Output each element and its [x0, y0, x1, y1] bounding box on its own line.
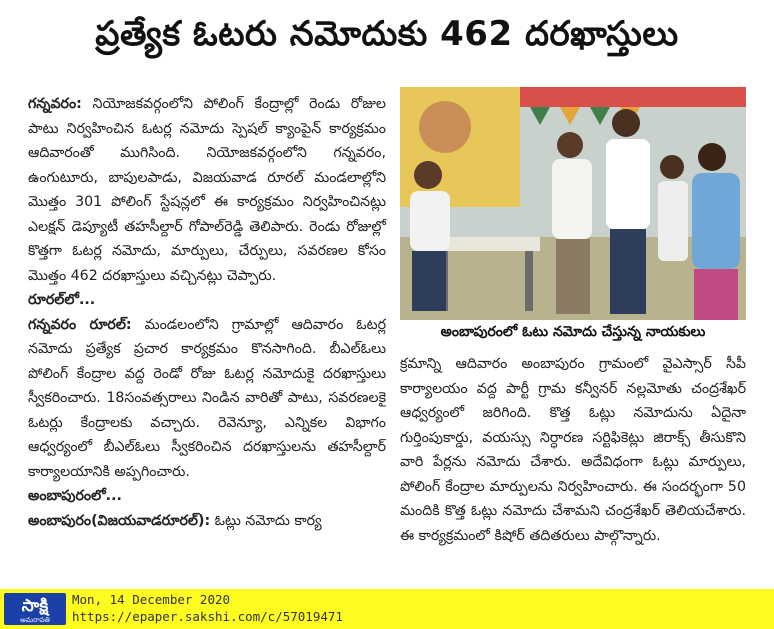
paragraph-text: ఓట్లు నమోదు కార్య — [210, 512, 322, 529]
paragraph-rural — [28, 313, 386, 485]
paragraph-ambapuram-continued: క్రమాన్ని ఆదివారం అంబాపురం గ్రామంలో వైఎస్సార్ సీపీ కార్యాలయం వద్ద పార్టీ గ్రామ కన్వీనర్ నల్లమోతు చంద్రశేఖర్ ఆధ్వర్యంలో జరిగింది. కొత్త ఓట్లు నమోదును ఏదైనా గుర్తింపుకార్డు, వయస్సు నిర్ధారణ సర్టిఫికెట్లు జిరాక్స్ తీసుకొని వారి పేర్లను నమోదు చేశారు. అదేవిధంగా ఓట్లు మార్పులు, పోలింగ్ కేంద్రాల మార్పులను నిర్వహించారు. ఈ సందర్భంగా 50 మందికి కొత్త ఓట్లు నమోదు చేశామని చంద్రశేఖర్ తెలియచేశారు. ఈ కార్యక్రమంలో కిషోర్ తదితరులు పాల్గొన్నారు. — [400, 356, 746, 544]
logo-subtext: అమరావతి — [20, 616, 50, 624]
article-column-left — [28, 92, 386, 533]
photo-illustration — [400, 87, 746, 320]
headline: ప్రత్యేక ఓటరు నమోదుకు 462 దరఖాస్తులు — [95, 14, 679, 54]
subheading-ambapuram: అంబాపురంలో... — [28, 488, 122, 504]
sakshi-logo — [4, 593, 66, 625]
source-url[interactable]: https://epaper.sakshi.com/c/57019471 — [72, 609, 343, 624]
paragraph-ambapuram — [28, 509, 386, 534]
footer-meta — [72, 591, 343, 625]
publication-date: Mon, 14 December 2020 — [72, 592, 231, 607]
article-column-right — [400, 352, 746, 548]
dateline-gannavaram: గన్నవరం: — [28, 96, 82, 112]
photo-caption: అంబాపురంలో ఓటు నమోదు చేస్తున్న నాయకులు — [440, 324, 706, 340]
subheading-rural: రూరల్‌లో... — [28, 292, 96, 308]
dateline-rural: గన్నవరం రూరల్: — [28, 316, 132, 333]
paragraph-gannavaram — [28, 92, 386, 288]
paragraph-text: నియోజకవర్గంలోని పోలింగ్ కేంద్రాల్లో రెండు రోజుల పాటు నిర్వహించిన ఓటర్ల నమోదు స్పెషల్ క్యాంపైన్ కార్యక్రమం ఆదివారంతో ముగిసింది. నియోజకవర్గంలోని గన్నవరం, ఉంగుటూరు, బాపులపాడు, విజయవాడ రూరల్ మండలాల్లోని మొత్తం 301 పోలింగ్ స్టేషన్లలో ఈ కార్యక్రమం నిర్వహించినట్లు ఎలక్షన్ డెప్యూటీ తహసీల్దార్ గోపాల్‌రెడ్డి తెలిపారు. రెండు రోజుల్లో కొత్తగా ఓటర్ల నమోదు, మార్పులు, చేర్పులు, సవరణల కోసం మొత్తం 462 దరఖాస్తులు వచ్చినట్లు చెప్పారు. — [28, 96, 386, 284]
dateline-ambapuram: అంబాపురం(విజయవాడరూరల్): — [28, 512, 211, 529]
paragraph-text: మండలంలోని గ్రామాల్లో ఆదివారం ఓటర్ల నమోదు ప్రత్యేక ప్రచార కార్యక్రమం కొనసాగింది. బీఎల్‌ఓలు పోలింగ్ కేంద్రాల వద్ద రెండో రోజు ఓటర్ల నమోదుకై దరఖాస్తులు స్వీకరించారు. 18సంవత్సరాలు నిండిన వారితో పాటు, సవరణలకై ఓటర్లు కేంద్రాలకు వచ్చారు. రెవెన్యూ, ఎన్నికల విభాగం ఆధ్వర్యంలో బీఎల్ఓలు స్వీకరించిన దరఖాస్తులను తహసీల్దార్ కార్యాలయానికి అప్పగించారు. — [28, 316, 386, 480]
footer-bar — [0, 589, 774, 629]
logo-text: సాక్షి — [21, 596, 49, 616]
news-photo — [400, 87, 746, 320]
